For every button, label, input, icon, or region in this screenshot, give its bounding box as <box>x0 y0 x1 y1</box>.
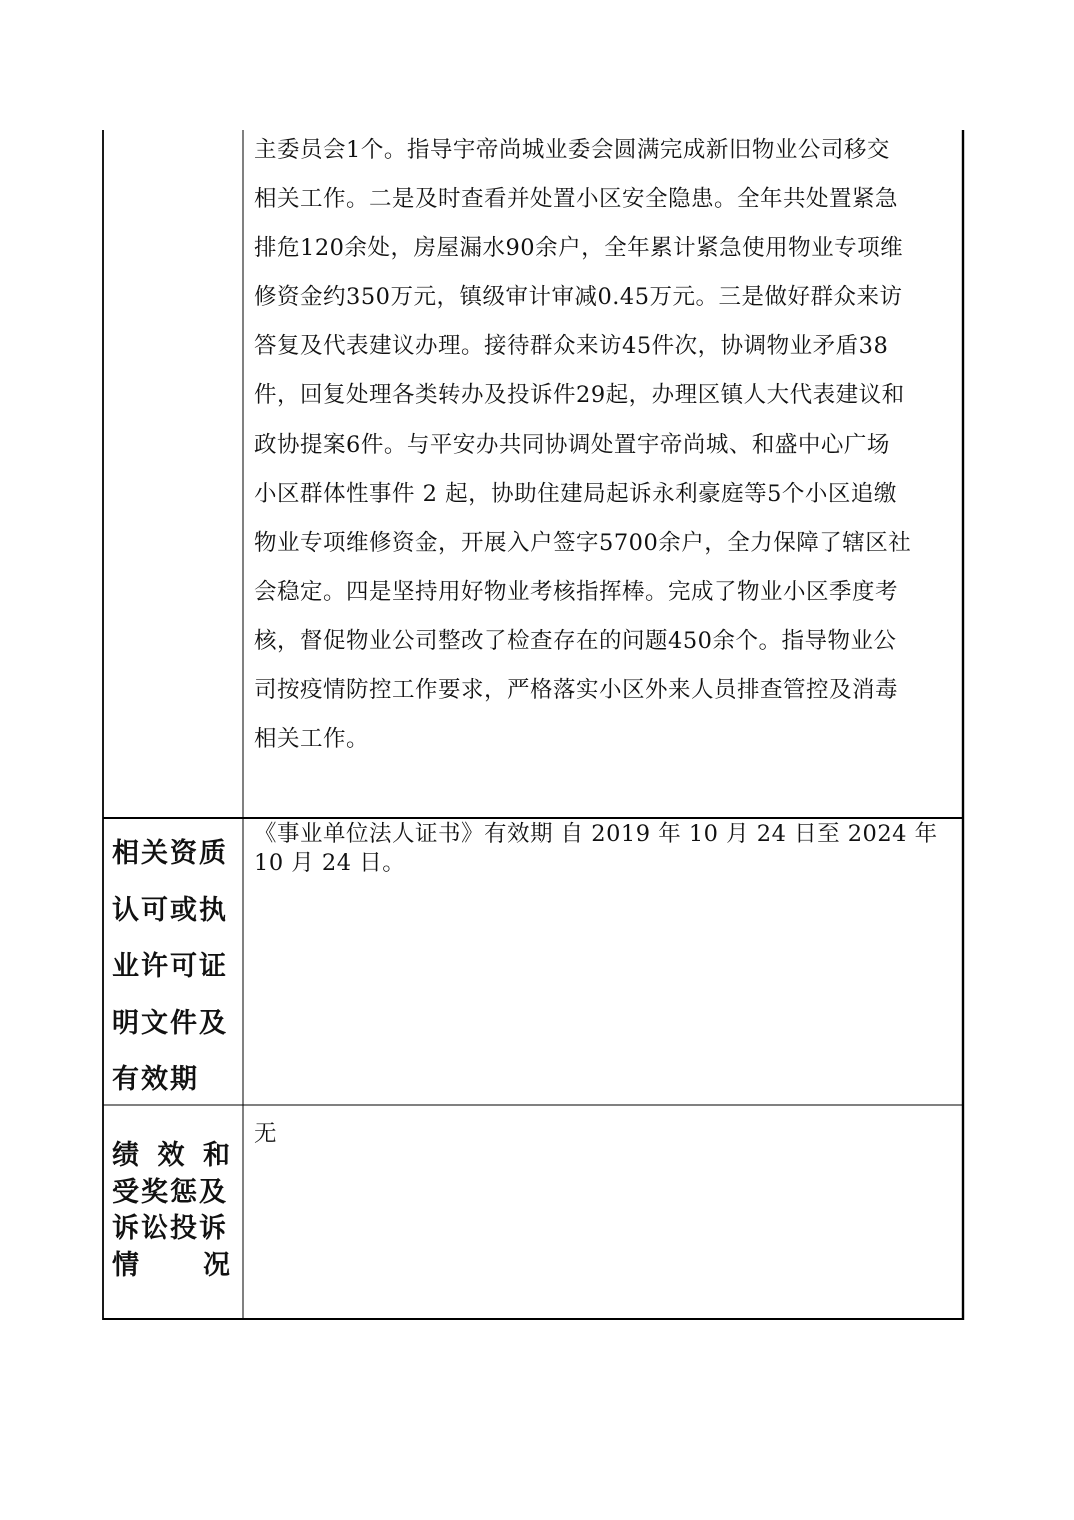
work-summary-content: 主委员会1个。指导宇帝尚城业委会圆满完成新旧物业公司移交 相关工作。二是及时查看并处置小区安全隐患。全年共处置紧急 排危120余处，房屋漏水90余户，全年累计紧急使用物业专项维 修资金约350万元，镇级审计审减0.45万元。三是做好群众来访 答复及代表建议办理。接待群众来访45件次，协调物业矛盾38 件，回复处理各类转办及投诉件29起，办理区镇人大代表建议和 政协提案6件。与平安办共同协调处置宇帝尚城、和盛中心广场 小区群体性事件 2 起，协助住建局起诉永利豪庭等5个小区追缴 物业专项维修资金，开展入户签字5700余户，全力保障了辖区社 会稳定。四是坚持用好物业考核指挥棒。完成了物业小区季度考 核，督促物业公司整改了检查存在的问题450余个。指导物业公 司按疫情防控工作要求，严格落实小区外来人员排查管控及消毒 相关工作。 <box>254 137 912 753</box>
performance-label <box>112 1138 238 1284</box>
performance-content: 无 <box>254 1121 277 1147</box>
label-char: 绩 <box>112 1140 141 1171</box>
qualification-label: 相关资质 认可或执 业许可证 明文件及 有效期 <box>112 838 228 1095</box>
performance-label-line-4 <box>112 1248 232 1285</box>
label-char: 况 <box>203 1249 232 1281</box>
performance-label-line-1 <box>112 1138 232 1175</box>
label-char: 和 <box>203 1140 232 1171</box>
performance-label-line-2: 受奖惩及 <box>112 1176 228 1208</box>
label-char: 效 <box>157 1140 187 1171</box>
qualification-content: 《事业单位法人证书》有效期 自 2019 年 10 月 24 日至 2024 年 10 月 24 日。 <box>254 821 938 876</box>
performance-label-line-3: 诉讼投诉 <box>112 1213 228 1244</box>
label-char: 情 <box>112 1249 141 1281</box>
